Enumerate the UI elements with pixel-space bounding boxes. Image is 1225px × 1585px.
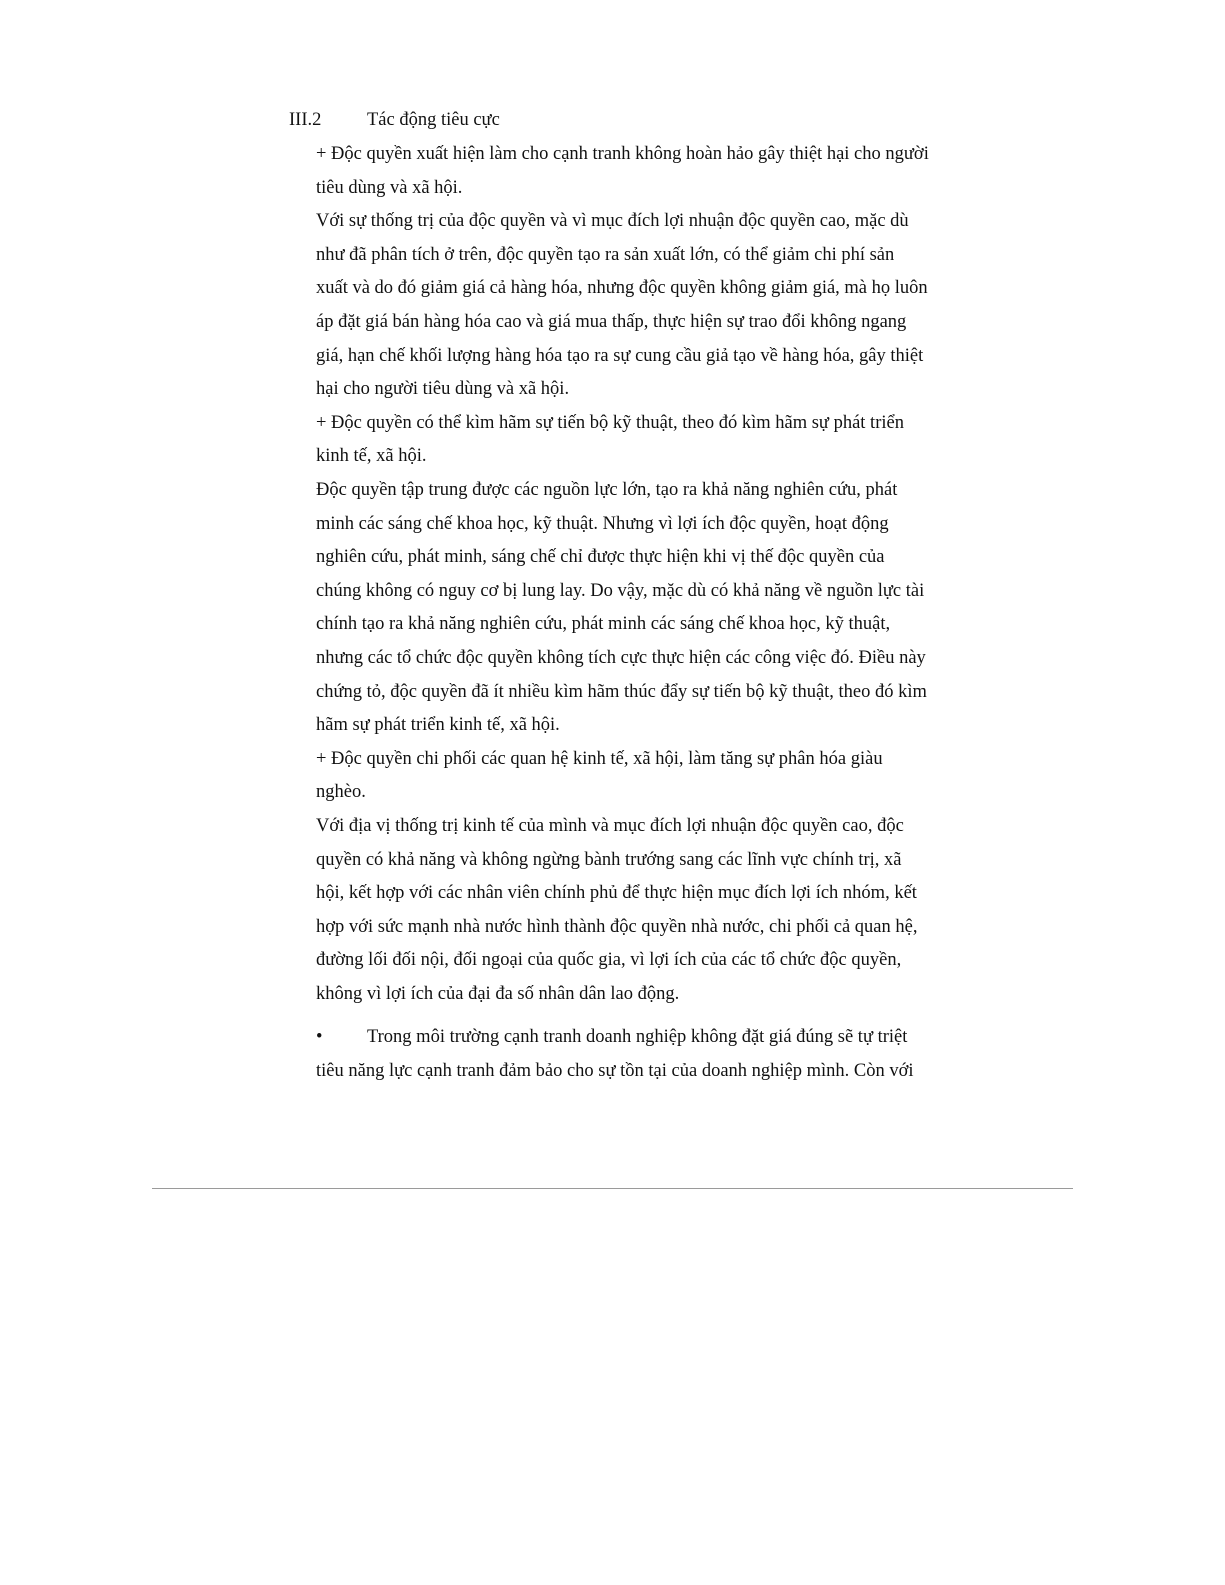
paragraph-line: quyền có khả năng và không ngừng bành trướng sang các lĩnh vực chính trị, xã — [316, 849, 902, 870]
paragraph-line: Độc quyền tập trung được các nguồn lực lớn, tạo ra khả năng nghiên cứu, phát — [316, 480, 898, 500]
paragraph-line: Với sự thống trị của độc quyền và vì mục đích lợi nhuận độc quyền cao, mặc dù — [316, 211, 909, 232]
paragraph-line: + Độc quyền có thể kìm hãm sự tiến bộ kỹ thuật, theo đó kìm hãm sự phát triển — [316, 412, 904, 433]
paragraph-line: chính tạo ra khả năng nghiên cứu, phát minh các sáng chế khoa học, kỹ thuật, — [316, 614, 891, 635]
bullet-line-2: tiêu năng lực cạnh tranh đảm bảo cho sự tồn tại của doanh nghiệp mình. Còn với — [316, 1061, 914, 1081]
bullet-icon: • — [316, 1027, 323, 1047]
paragraph-line: nghiên cứu, phát minh, sáng chế chỉ được thực hiện khi vị thế độc quyền của — [316, 547, 885, 568]
section-title: Tác động tiêu cực — [367, 110, 500, 130]
paragraph-line: hội, kết hợp với các nhân viên chính phủ để thực hiện mục đích lợi ích nhóm, kết — [316, 883, 917, 904]
paragraph-line: chúng không có nguy cơ bị lung lay. Do vậy, mặc dù có khả năng về nguồn lực tài — [316, 580, 925, 601]
paragraph-line: nhưng các tổ chức độc quyền không tích cực thực hiện các công việc đó. Điều này — [316, 648, 926, 668]
paragraph-line: đường lối đối nội, đối ngoại của quốc gia, vì lợi ích của các tổ chức độc quyền, — [316, 950, 902, 971]
paragraph-line: xuất và do đó giảm giá cả hàng hóa, nhưng độc quyền không giảm giá, mà họ luôn — [316, 278, 928, 299]
paragraph-line: tiêu dùng và xã hội. — [316, 177, 463, 198]
paragraph-line: như đã phân tích ở trên, độc quyền tạo ra sản xuất lớn, có thể giảm chi phí sản — [316, 244, 895, 265]
paragraph-line: chứng tỏ, độc quyền đã ít nhiều kìm hãm thúc đẩy sự tiến bộ kỹ thuật, theo đó kìm — [316, 681, 927, 702]
paragraph-line: nghèo. — [316, 782, 366, 803]
paragraph-line: hại cho người tiêu dùng và xã hội. — [316, 379, 570, 400]
section-number: III.2 — [289, 110, 322, 130]
paragraph-line: kinh tế, xã hội. — [316, 446, 427, 467]
paragraph-line: minh các sáng chế khoa học, kỹ thuật. Nhưng vì lợi ích độc quyền, hoạt động — [316, 513, 889, 534]
bullet-line-1: Trong môi trường cạnh tranh doanh nghiệp không đặt giá đúng sẽ tự triệt — [367, 1027, 908, 1047]
paragraph-line: giá, hạn chế khối lượng hàng hóa tạo ra sự cung cầu giả tạo về hàng hóa, gây thiệt — [316, 345, 924, 366]
paragraph-line: áp đặt giá bán hàng hóa cao và giá mua thấp, thực hiện sự trao đổi không ngang — [316, 312, 907, 332]
paragraph-line: + Độc quyền xuất hiện làm cho cạnh tranh không hoàn hảo gây thiệt hại cho người — [316, 144, 929, 164]
paragraph-line: hợp với sức mạnh nhà nước hình thành độc quyền nhà nước, chi phối cả quan hệ, — [316, 916, 918, 937]
paragraph-line: không vì lợi ích của đại đa số nhân dân lao động. — [316, 984, 680, 1004]
paragraph-line: hãm sự phát triển kinh tế, xã hội. — [316, 715, 560, 736]
page-divider — [152, 1188, 1073, 1189]
paragraph-line: Với địa vị thống trị kinh tế của mình và mục đích lợi nhuận độc quyền cao, độc — [316, 816, 904, 836]
paragraph-line: + Độc quyền chi phối các quan hệ kinh tế, xã hội, làm tăng sự phân hóa giàu — [316, 748, 883, 769]
